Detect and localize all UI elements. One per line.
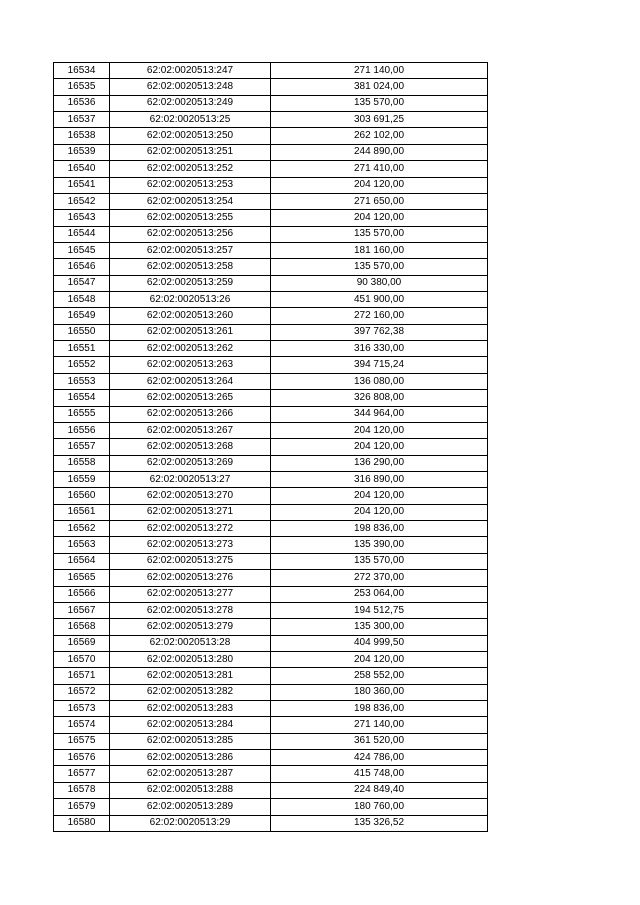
cadastral-number-cell: 62:02:0020513:286 — [110, 750, 271, 766]
row-number-cell: 16558 — [54, 455, 110, 471]
value-cell: 180 360,00 — [271, 684, 488, 700]
row-number-cell: 16539 — [54, 144, 110, 160]
row-number-cell: 16575 — [54, 733, 110, 749]
cadastral-number-cell: 62:02:0020513:248 — [110, 79, 271, 95]
row-number-cell: 16580 — [54, 815, 110, 831]
value-cell: 258 552,00 — [271, 668, 488, 684]
table-row — [54, 570, 488, 586]
row-number-cell: 16573 — [54, 701, 110, 717]
row-number-cell: 16559 — [54, 471, 110, 487]
cadastral-number-cell: 62:02:0020513:267 — [110, 422, 271, 438]
value-cell: 253 064,00 — [271, 586, 488, 602]
table-row — [54, 373, 488, 389]
value-cell: 271 650,00 — [271, 193, 488, 209]
value-cell: 135 326,52 — [271, 815, 488, 831]
cadastral-number-cell: 62:02:0020513:25 — [110, 112, 271, 128]
row-number-cell: 16551 — [54, 341, 110, 357]
value-cell: 451 900,00 — [271, 292, 488, 308]
table-row — [54, 177, 488, 193]
table-row — [54, 717, 488, 733]
row-number-cell: 16556 — [54, 422, 110, 438]
row-number-cell: 16555 — [54, 406, 110, 422]
cadastral-number-cell: 62:02:0020513:28 — [110, 635, 271, 651]
value-cell: 198 836,00 — [271, 701, 488, 717]
value-cell: 181 160,00 — [271, 242, 488, 258]
row-number-cell: 16540 — [54, 161, 110, 177]
cadastral-number-cell: 62:02:0020513:288 — [110, 782, 271, 798]
value-cell: 326 808,00 — [271, 390, 488, 406]
table-row — [54, 161, 488, 177]
table-row — [54, 144, 488, 160]
cadastral-number-cell: 62:02:0020513:275 — [110, 553, 271, 569]
cadastral-number-cell: 62:02:0020513:285 — [110, 733, 271, 749]
table-row — [54, 193, 488, 209]
value-cell: 135 570,00 — [271, 259, 488, 275]
table-row — [54, 701, 488, 717]
value-cell: 381 024,00 — [271, 79, 488, 95]
row-number-cell: 16578 — [54, 782, 110, 798]
cadastral-number-cell: 62:02:0020513:279 — [110, 619, 271, 635]
table-row — [54, 357, 488, 373]
cadastral-number-cell: 62:02:0020513:258 — [110, 259, 271, 275]
cadastral-number-cell: 62:02:0020513:272 — [110, 521, 271, 537]
table-row — [54, 733, 488, 749]
cadastral-number-cell: 62:02:0020513:266 — [110, 406, 271, 422]
row-number-cell: 16565 — [54, 570, 110, 586]
table-row — [54, 553, 488, 569]
cadastral-number-cell: 62:02:0020513:284 — [110, 717, 271, 733]
table-row — [54, 390, 488, 406]
cadastral-number-cell: 62:02:0020513:287 — [110, 766, 271, 782]
row-number-cell: 16543 — [54, 210, 110, 226]
table-row — [54, 668, 488, 684]
cadastral-number-cell: 62:02:0020513:262 — [110, 341, 271, 357]
table-row — [54, 799, 488, 815]
cadastral-number-cell: 62:02:0020513:283 — [110, 701, 271, 717]
cadastral-value-table — [53, 62, 488, 832]
cadastral-number-cell: 62:02:0020513:263 — [110, 357, 271, 373]
cadastral-number-cell: 62:02:0020513:265 — [110, 390, 271, 406]
table-row — [54, 471, 488, 487]
cadastral-number-cell: 62:02:0020513:256 — [110, 226, 271, 242]
row-number-cell: 16567 — [54, 602, 110, 618]
table-row — [54, 619, 488, 635]
row-number-cell: 16569 — [54, 635, 110, 651]
table-row — [54, 815, 488, 831]
table-row — [54, 341, 488, 357]
cadastral-number-cell: 62:02:0020513:278 — [110, 602, 271, 618]
row-number-cell: 16553 — [54, 373, 110, 389]
cadastral-number-cell: 62:02:0020513:269 — [110, 455, 271, 471]
row-number-cell: 16545 — [54, 242, 110, 258]
row-number-cell: 16566 — [54, 586, 110, 602]
value-cell: 204 120,00 — [271, 422, 488, 438]
table-row — [54, 226, 488, 242]
value-cell: 424 786,00 — [271, 750, 488, 766]
table-row — [54, 63, 488, 79]
cadastral-number-cell: 62:02:0020513:277 — [110, 586, 271, 602]
row-number-cell: 16562 — [54, 521, 110, 537]
cadastral-number-cell: 62:02:0020513:289 — [110, 799, 271, 815]
row-number-cell: 16546 — [54, 259, 110, 275]
cadastral-number-cell: 62:02:0020513:261 — [110, 324, 271, 340]
value-cell: 272 160,00 — [271, 308, 488, 324]
row-number-cell: 16570 — [54, 651, 110, 667]
row-number-cell: 16536 — [54, 95, 110, 111]
row-number-cell: 16544 — [54, 226, 110, 242]
row-number-cell: 16579 — [54, 799, 110, 815]
row-number-cell: 16564 — [54, 553, 110, 569]
table-row — [54, 95, 488, 111]
cadastral-number-cell: 62:02:0020513:251 — [110, 144, 271, 160]
cadastral-number-cell: 62:02:0020513:276 — [110, 570, 271, 586]
value-cell: 135 390,00 — [271, 537, 488, 553]
row-number-cell: 16542 — [54, 193, 110, 209]
cadastral-number-cell: 62:02:0020513:255 — [110, 210, 271, 226]
value-cell: 397 762,38 — [271, 324, 488, 340]
cadastral-number-cell: 62:02:0020513:27 — [110, 471, 271, 487]
table-row — [54, 259, 488, 275]
cadastral-number-cell: 62:02:0020513:254 — [110, 193, 271, 209]
value-cell: 90 380,00 — [271, 275, 488, 291]
row-number-cell: 16550 — [54, 324, 110, 340]
value-cell: 404 999,50 — [271, 635, 488, 651]
row-number-cell: 16572 — [54, 684, 110, 700]
value-cell: 316 330,00 — [271, 341, 488, 357]
table-row — [54, 455, 488, 471]
table-row — [54, 537, 488, 553]
row-number-cell: 16568 — [54, 619, 110, 635]
value-cell: 272 370,00 — [271, 570, 488, 586]
row-number-cell: 16535 — [54, 79, 110, 95]
row-number-cell: 16577 — [54, 766, 110, 782]
value-cell: 224 849,40 — [271, 782, 488, 798]
table-row — [54, 112, 488, 128]
value-cell: 303 691,25 — [271, 112, 488, 128]
value-cell: 271 410,00 — [271, 161, 488, 177]
cadastral-number-cell: 62:02:0020513:268 — [110, 439, 271, 455]
value-cell: 394 715,24 — [271, 357, 488, 373]
value-cell: 204 120,00 — [271, 504, 488, 520]
row-number-cell: 16560 — [54, 488, 110, 504]
value-cell: 271 140,00 — [271, 717, 488, 733]
table-row — [54, 308, 488, 324]
cadastral-number-cell: 62:02:0020513:257 — [110, 242, 271, 258]
table-row — [54, 292, 488, 308]
value-cell: 204 120,00 — [271, 177, 488, 193]
table-row — [54, 521, 488, 537]
table-row — [54, 750, 488, 766]
cadastral-number-cell: 62:02:0020513:252 — [110, 161, 271, 177]
value-cell: 262 102,00 — [271, 128, 488, 144]
table-row — [54, 406, 488, 422]
cadastral-number-cell: 62:02:0020513:260 — [110, 308, 271, 324]
table-row — [54, 684, 488, 700]
value-cell: 180 760,00 — [271, 799, 488, 815]
value-cell: 361 520,00 — [271, 733, 488, 749]
row-number-cell: 16571 — [54, 668, 110, 684]
value-cell: 135 570,00 — [271, 553, 488, 569]
table-row — [54, 128, 488, 144]
cadastral-number-cell: 62:02:0020513:270 — [110, 488, 271, 504]
table-row — [54, 488, 488, 504]
table-row — [54, 504, 488, 520]
cadastral-number-cell: 62:02:0020513:247 — [110, 63, 271, 79]
row-number-cell: 16537 — [54, 112, 110, 128]
value-cell: 204 120,00 — [271, 439, 488, 455]
row-number-cell: 16574 — [54, 717, 110, 733]
row-number-cell: 16576 — [54, 750, 110, 766]
value-cell: 136 290,00 — [271, 455, 488, 471]
row-number-cell: 16561 — [54, 504, 110, 520]
value-cell: 316 890,00 — [271, 471, 488, 487]
value-cell: 136 080,00 — [271, 373, 488, 389]
row-number-cell: 16552 — [54, 357, 110, 373]
row-number-cell: 16563 — [54, 537, 110, 553]
table-row — [54, 324, 488, 340]
row-number-cell: 16548 — [54, 292, 110, 308]
table-row — [54, 602, 488, 618]
value-cell: 135 570,00 — [271, 95, 488, 111]
value-cell: 244 890,00 — [271, 144, 488, 160]
row-number-cell: 16541 — [54, 177, 110, 193]
value-cell: 204 120,00 — [271, 210, 488, 226]
cadastral-number-cell: 62:02:0020513:26 — [110, 292, 271, 308]
value-cell: 204 120,00 — [271, 488, 488, 504]
value-cell: 204 120,00 — [271, 651, 488, 667]
value-cell: 344 964,00 — [271, 406, 488, 422]
row-number-cell: 16534 — [54, 63, 110, 79]
row-number-cell: 16538 — [54, 128, 110, 144]
value-cell: 271 140,00 — [271, 63, 488, 79]
row-number-cell: 16547 — [54, 275, 110, 291]
row-number-cell: 16554 — [54, 390, 110, 406]
cadastral-number-cell: 62:02:0020513:281 — [110, 668, 271, 684]
cadastral-number-cell: 62:02:0020513:29 — [110, 815, 271, 831]
table-row — [54, 275, 488, 291]
table-row — [54, 586, 488, 602]
value-cell: 194 512,75 — [271, 602, 488, 618]
cadastral-number-cell: 62:02:0020513:273 — [110, 537, 271, 553]
table-row — [54, 210, 488, 226]
cadastral-number-cell: 62:02:0020513:250 — [110, 128, 271, 144]
table-row — [54, 242, 488, 258]
table-row — [54, 782, 488, 798]
cadastral-number-cell: 62:02:0020513:264 — [110, 373, 271, 389]
cadastral-number-cell: 62:02:0020513:282 — [110, 684, 271, 700]
cadastral-number-cell: 62:02:0020513:249 — [110, 95, 271, 111]
row-number-cell: 16557 — [54, 439, 110, 455]
table-row — [54, 422, 488, 438]
row-number-cell: 16549 — [54, 308, 110, 324]
table-body — [54, 63, 488, 832]
cadastral-number-cell: 62:02:0020513:271 — [110, 504, 271, 520]
cadastral-number-cell: 62:02:0020513:253 — [110, 177, 271, 193]
table-row — [54, 439, 488, 455]
value-cell: 198 836,00 — [271, 521, 488, 537]
table-row — [54, 766, 488, 782]
table-row — [54, 635, 488, 651]
table-row — [54, 79, 488, 95]
value-cell: 415 748,00 — [271, 766, 488, 782]
value-cell: 135 570,00 — [271, 226, 488, 242]
table-row — [54, 651, 488, 667]
cadastral-number-cell: 62:02:0020513:259 — [110, 275, 271, 291]
cadastral-number-cell: 62:02:0020513:280 — [110, 651, 271, 667]
value-cell: 135 300,00 — [271, 619, 488, 635]
